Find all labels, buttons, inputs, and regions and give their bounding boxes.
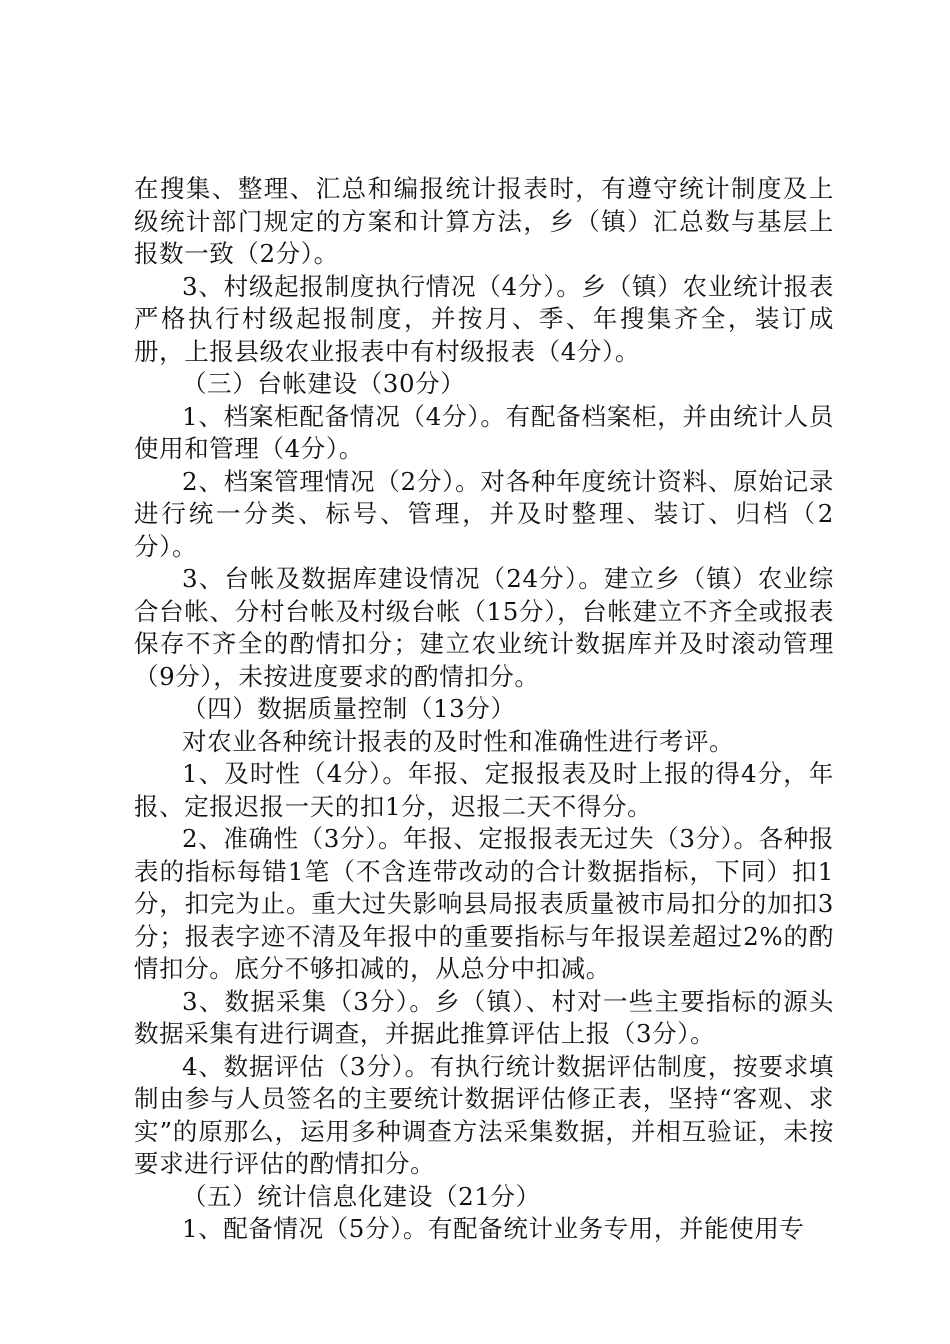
body-paragraph-quality-intro: 对农业各种统计报表的及时性和准确性进行考评。	[182, 726, 735, 756]
section-heading-data-quality: （四）数据质量控制（13分）	[182, 694, 516, 723]
body-paragraph-data-collection: 3、数据采集（3分）。乡（镇）、村对一些主要指标的源头数据采集有进行调查，并据此推算评估上报（3分）。	[134, 986, 834, 1048]
section-heading-ledger: （三）台帐建设（30分）	[182, 369, 466, 398]
body-paragraph-equipment: 1、配备情况（5分）。有配备统计业务专用，并能使用专	[182, 1214, 805, 1243]
document-body	[134, 173, 834, 1246]
section-heading-informatization: （五）统计信息化建设（21分）	[182, 1181, 541, 1211]
body-paragraph-timeliness: 1、及时性（4分）。年报、定报报表及时上报的得4分，年报、定报迟报一天的扣1分，迟报二天不得分。	[134, 759, 834, 821]
body-paragraph-archive-cabinet: 1、档案柜配备情况（4分）。有配备档案柜，并由统计人员使用和管理（4分）。	[134, 401, 834, 463]
body-paragraph-data-evaluation: 4、数据评估（3分）。有执行统计数据评估制度，按要求填制由参与人员签名的主要统计数据评估修正表，坚持“客观、求实”的原那么，运用多种调查方法采集数据，并相互验证，未按要求进行评估的酌情扣分。	[134, 1051, 834, 1178]
body-paragraph-village-reporting: 3、村级起报制度执行情况（4分）。乡（镇）农业统计报表严格执行村级起报制度，并按月、季、年搜集齐全，装订成册，上报县级农业报表中有村级报表（4分）。	[134, 271, 834, 366]
body-paragraph-ledger-database: 3、台帐及数据库建设情况（24分）。建立乡（镇）农业综合台帐、分村台帐及村级台帐（15分），台帐建立不齐全或报表保存不齐全的酌情扣分；建立农业统计数据库并及时滚动管理（9分），未按进度要求的酌情扣分。	[134, 564, 834, 691]
body-paragraph-archive-management: 2、档案管理情况（2分）。对各种年度统计资料、原始记录进行统一分类、标号、管理，并及时整理、装订、归档（2分）。	[134, 466, 834, 561]
body-paragraph-accuracy: 2、准确性（3分）。年报、定报报表无过失（3分）。各种报表的指标每错1笔（不含连带改动的合计数据指标，下同）扣1分，扣完为止。重大过失影响县局报表质量被市局扣分的加扣3分；报表字迹不清及年报中的重要指标与年报误差超过2%的酌情扣分。底分不够扣减的，从总分中扣减。	[134, 824, 834, 983]
body-paragraph-continued: 在搜集、整理、汇总和编报统计报表时，有遵守统计制度及上级统计部门规定的方案和计算方法，乡（镇）汇总数与基层上报数一致（2分）。	[134, 174, 834, 268]
